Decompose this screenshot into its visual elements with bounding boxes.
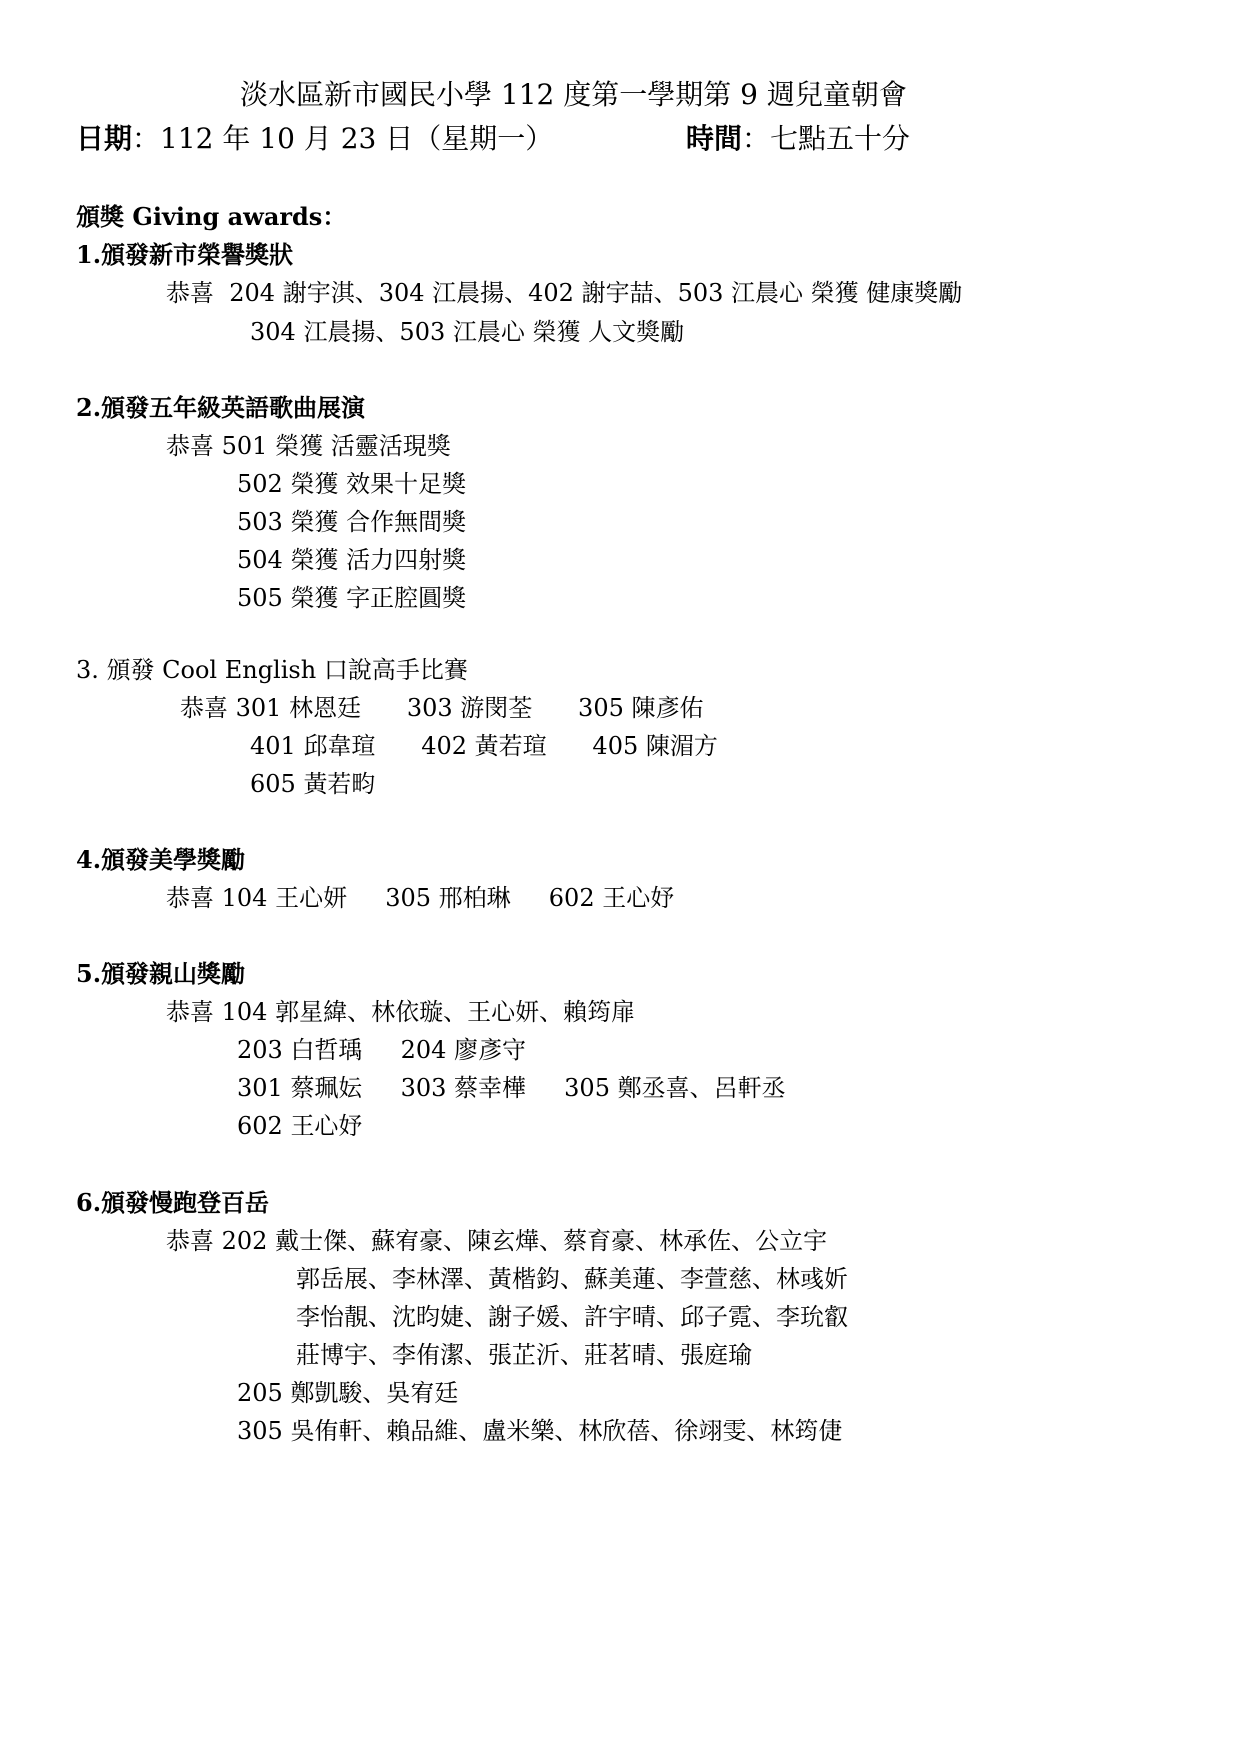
section-2-line: 503 榮獲 合作無間獎	[237, 508, 467, 536]
section-4-line: 恭喜 104 王心妍 305 邢柏琳 602 王心妤	[166, 884, 675, 912]
section-3-line: 605 黃若畇	[250, 770, 376, 798]
section-5-line: 602 王心妤	[237, 1112, 363, 1140]
section-2-line: 502 榮獲 效果十足獎	[237, 470, 467, 498]
section-3-heading: 3. 頒發 Cool English 口說高手比賽	[76, 656, 468, 684]
date-value: ：112 年 10 月 23 日（星期一）	[132, 122, 554, 155]
time-value: ：七點五十分	[742, 122, 911, 155]
section-5-line: 恭喜 104 郭星緯、林依璇、王心妍、賴筠扉	[166, 998, 636, 1026]
section-6-line: 305 吳侑軒、賴品維、盧米樂、林欣蓓、徐翊雯、林筠倢	[237, 1417, 843, 1445]
section-3-line: 401 邱韋瑄 402 黃若瑄 405 陳湄方	[250, 732, 718, 760]
section-5-heading: 5.頒發親山獎勵	[76, 959, 246, 988]
section-4-heading: 4.頒發美學獎勵	[76, 845, 246, 874]
section-2-line: 505 榮獲 字正腔圓獎	[237, 584, 467, 612]
section-2-line: 恭喜 501 榮獲 活靈活現獎	[166, 432, 451, 460]
section-1-line: 恭喜 204 謝宇淇、304 江晨揚、402 謝宇喆、503 江晨心 榮獲 健康獎勵	[166, 279, 963, 307]
date-line	[76, 124, 553, 154]
section-6-line: 郭岳展、李林澤、黃楷鈞、蘇美蓮、李萱慈、林彧妡	[296, 1265, 848, 1293]
document-title: 淡水區新市國民小學 112 度第一學期第 9 週兒童朝會	[240, 78, 907, 111]
section-6-heading: 6.頒發慢跑登百岳	[76, 1188, 270, 1217]
date-label: 日期	[76, 122, 133, 155]
section-6-line: 205 鄭凱駿、吳宥廷	[237, 1379, 459, 1407]
time-label: 時間	[686, 122, 743, 155]
section-6-line: 恭喜 202 戴士傑、蘇宥豪、陳玄燁、蔡育豪、林承佐、公立宇	[166, 1227, 828, 1255]
section-6-line: 莊博宇、李侑潔、張芷沂、莊茗晴、張庭瑜	[296, 1341, 752, 1369]
section-5-line: 203 白哲瑀 204 廖彥守	[237, 1036, 527, 1064]
awards-heading: 頒獎 Giving awards：	[76, 202, 347, 231]
section-6-line: 李怡靚、沈昀婕、謝子媛、許宇晴、邱子霓、李玧叡	[296, 1303, 848, 1331]
time-line	[686, 124, 910, 154]
section-1-heading: 1.頒發新市榮譽獎狀	[76, 240, 294, 269]
section-1-line: 304 江晨揚、503 江晨心 榮獲 人文獎勵	[250, 318, 685, 346]
section-2-heading: 2.頒發五年級英語歌曲展演	[76, 393, 366, 422]
section-5-line: 301 蔡珮妘 303 蔡幸樺 305 鄭丞喜、呂軒丞	[237, 1074, 786, 1102]
section-2-line: 504 榮獲 活力四射獎	[237, 546, 467, 574]
section-3-line: 恭喜 301 林恩廷 303 游閔荃 305 陳彥佑	[180, 694, 704, 722]
